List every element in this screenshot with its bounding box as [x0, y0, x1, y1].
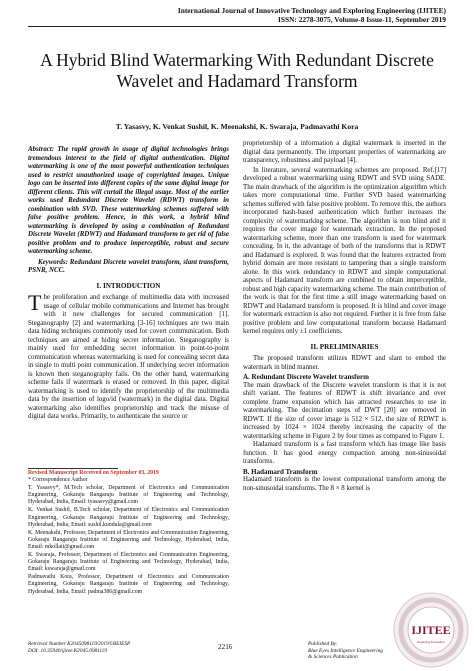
right-column [243, 140, 446, 640]
section-heading-introduction: I. INTRODUCTION [96, 281, 161, 290]
seal-tagline: Exploring Innovation [417, 640, 445, 644]
journal-header [178, 6, 446, 24]
body-paragraph: In literature, several watermarking schemes are proposed. Ref.[17] developed a robust watermarking using RDWT and SVD using SADE. The main drawback of the algorithm is the optimization algorithm which takes more computational time. Further SVD based watermarking schemes suffered with false positive problem. To remove this, the authors incorporated hash-based authentication which further increases the complexity of watermarking scheme. The algorithm is non blind and it requires the cover image for watermark extraction. In the proposed watermarking scheme, more than one transform is used for watermark concealing. In it, the advantage of both of the transforms that is RDWT and Hadamard is explored. It was found that the features extracted from hybrid domain are more resistant to tampering than a single transform alone. In this work redundancy in RDWT and simple computational aspects of Hadamard transform are combined to obtain imperceptible, robust and high capacity watermarking scheme. The main contribution of the work is that for the first time a still image watermarking based on RDWT and Hadamard transform is proposed. It is blind and cover image for watermark extraction is also not required. Further it is free from false positive problem and low computational transform because Hadamard kernel requires only ±1 coefficients. [243, 166, 446, 335]
abstract [28, 146, 229, 257]
abstract-text: The rapid growth in usage of digital technologies brings tremendous interest to the field of digital authentication. Digital watermarking is one of the most powerful authentication techniques used to restrict unauthorized usage of copyrighted images. Unique logo can be inserted into different copies of the same digital image for different clients. This will curtail the illegal usage. Most of the earlier works used Redundant Discrete Wavelet (RDWT) transform in combination with SVD. These watermarking schemes suffered with false positive problem. Hence, in this work, a hybrid blind watermarking is developed by using a combination of Redundant Discrete Wavelet (RDWT) and Hadamard transform to get rid of false positive problem and to produce imperceptible, robust and secure watermarking scheme. [28, 146, 229, 255]
keywords-text: Redundant Discrete wavelet transform, slant transform, PSNR, NCC. [28, 258, 229, 274]
author-footnote: K. Meenakshi, Professor, Department of Electronics and Communication Engineering, Gokaraju Rangaraju Institute of Engineering and Technology, Hyderabad, India, Email: mkollati@gmail.com [28, 529, 229, 550]
body-paragraph: proprietorship of a information a digital watermark is inserted in the digital data permanently. The important properties of watermarking are transparency, robustness and payload [4]. [243, 140, 446, 164]
body-paragraph: The proposed transform utilizes RDWT and slant to embed the watermark in blind manner. [243, 355, 446, 371]
header-rule [28, 26, 446, 27]
author-footnote: Padmavathi Kora, Professor, Department of Electronics and Communication Engineering, Gokaraju Rangaraju Institute of Engineering and Technology, Hyderabad, India, Email: padma386@gmail.com [28, 574, 229, 595]
journal-seal-logo [392, 591, 470, 669]
journal-issn: ISSN: 2278-3075, Volume-8 Issue-11, September 2019 [277, 15, 446, 24]
journal-name: International Journal of Innovative Technology and Exploring Engineering (IJITEE) [177, 6, 446, 15]
intro-paragraph [28, 290, 229, 422]
body-paragraph: Hadamard transform is the lowest computational transform among the non-sinusoidal transforms. The 8 × 8 kernel is [243, 476, 446, 492]
paper-title: A Hybrid Blind Watermarking With Redundant Discrete Wavelet and Hadamard Transform [40, 50, 434, 91]
body-paragraph: The main drawback of the Discrete wavelet transform is that it is not shift variant. The features of RDWT is shift invariance and over complete frame expansion which has attracted researches to use in watermarking. The decimation steps of DWT [20] are removed in RDWT. If the size of cover image is 512 × 512, the size of RDWT is increased by 1024 × 1024 thereby increasing the capacity of the watermarking scheme in Figure 2 by four times as compared to Figure 1. [243, 381, 446, 440]
publisher-name-2: & Sciences Publication [308, 654, 358, 661]
keywords [28, 259, 229, 276]
footnote-rule [28, 468, 118, 469]
body-paragraph: Hadamard transform is a fast transform which has image like basis function. It has good energy compaction among non-sinusoidal transforms. [243, 441, 446, 465]
drop-cap: T [28, 290, 42, 315]
retrieval-number: Retrieval Number K2045098119/2019©BEIESP [28, 641, 131, 647]
left-column [28, 140, 229, 462]
correspondence-note: * Correspondence Author [28, 477, 88, 484]
section-heading-preliminaries: II. PRELIMINARIES [310, 342, 379, 351]
page-footer [28, 641, 446, 667]
doi: DOI: 10.35940/ijitee.K2045.0981119 [28, 647, 107, 654]
page-number: 2216 [218, 643, 233, 651]
abstract-label: Abstract: [28, 146, 55, 153]
author-footnote: K. Swaraja, Professor, Department of Electronics and Communication Engineering, Gokaraju Rangaraju Institute of Engineering and Technology, Hyderabad, India, Email: kswaraja@gmail.com [28, 552, 229, 573]
author-footnote: K. Venkat Sushil, B.Tech scholar, Department of Electronics and Communication Engineering, Gokaraju Rangaraju Institute of Engineering and Technology, Hyderabad, India, Email: sushil.kundula@gmail.com [28, 507, 229, 528]
revised-note: Revised Manuscript Received on September 03, 2019 [28, 470, 159, 476]
keywords-label: Keywords: [38, 258, 68, 266]
subsection-heading-hadamard: B. Hadamard Transform [243, 467, 318, 476]
seal-acronym: IJITEE [411, 623, 451, 637]
publisher-info [308, 641, 383, 661]
publisher-name: Blue Eyes Intelligence Engineering [308, 647, 383, 654]
footnotes [28, 470, 229, 596]
footer-retrieval [28, 641, 130, 654]
author-footnote: T. Yasasvy*, M.Tech scholar, Department of Electronics and Communication Engineering, Gokaraju Rangaraju Institute of Engineering and Technology, Hyderabad, India, Email: tyasasvy@gmail.com [28, 485, 229, 506]
subsection-heading-rdwt: A. Redundant Discrete Wavelet transform [243, 373, 369, 381]
intro-paragraph-text: he proliferation and exchange of multimedia data with increased usage of cellular mobile communications and Internet has brought with it new challenges for secured communication [1]. Steganography [2] and watermarking [3-16] techniques are two main data hiding techniques commonly used for covert communication. Both techniques are aimed at hiding secret information. Steganography is mainly used for embedding secret information in point-to-point communication whereas watermarking is used for concealing secret data in single to multi point communication. If underlying secret information is known then steganography fails. On the other hand, watermarking scheme fails if watermark is erased or removed. In this paper, digital watermarking is used to identify the proprietorship of the multimedia data by the insertion of logo/id (watermark) in the digital data. Digital watermarking also identifies proprietorship and track the misuse of digital data works. Primarily, to authenticate the source or [28, 294, 229, 420]
published-by: Published By: [308, 641, 338, 647]
paper-authors: T. Yasasvy, K. Venkat Sushil, K. Meenakshi, K. Swaraja, Padmavathi Kora [115, 122, 359, 131]
